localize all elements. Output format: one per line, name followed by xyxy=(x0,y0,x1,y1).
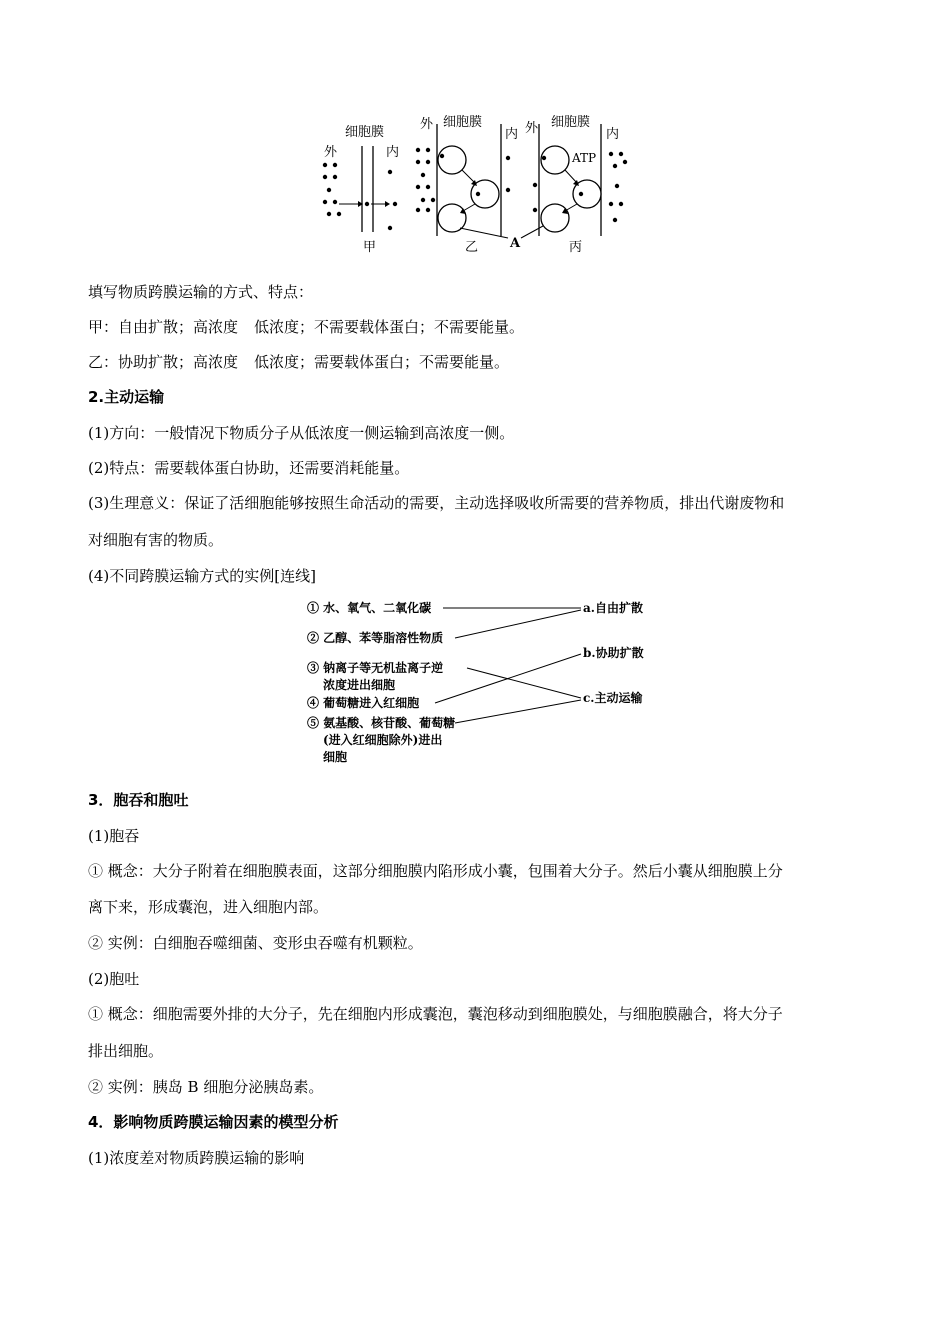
yi-line xyxy=(88,352,509,372)
feature-text: (2)特点：需要载体蛋白协助，还需要消耗能量。 xyxy=(88,459,410,477)
section-heading-2: 2.主动运输 xyxy=(88,388,165,406)
label-panel-a: 甲 xyxy=(363,240,377,255)
jia-part1: 甲：自由扩散；高浓度 xyxy=(88,318,239,336)
direction-text: (1)方向：一般情况下物质分子从低浓度一侧运输到高浓度一侧。 xyxy=(88,424,515,442)
match-item-1: ① 水、氧气、二氧化碳 xyxy=(307,601,432,615)
carrier-protein xyxy=(541,146,569,174)
label-inside: 内 xyxy=(386,145,400,160)
molecule-dots xyxy=(323,163,397,230)
match-line xyxy=(455,700,581,723)
intro-text: 填写物质跨膜运输的方式、特点： xyxy=(88,283,314,301)
match-item-4: ④ 葡萄糖进入红细胞 xyxy=(307,696,420,710)
match-line xyxy=(467,668,581,698)
concentration-heading: (1)浓度差对物质跨膜运输的影响 xyxy=(88,1149,305,1167)
carrier-protein xyxy=(541,204,569,232)
match-item-5-cont2: 细胞 xyxy=(323,750,348,764)
match-line xyxy=(455,610,581,638)
label-outside: 外 xyxy=(525,121,539,136)
label-carrier: A xyxy=(510,236,521,251)
exocytosis-title: (2)胞吐 xyxy=(88,970,140,988)
transport-diagram xyxy=(315,110,640,258)
section-heading-4: 4．影响物质跨膜运输因素的模型分析 xyxy=(88,1113,339,1131)
match-line xyxy=(435,654,581,703)
yi-part1: 乙：协助扩散；高浓度 xyxy=(88,353,239,371)
match-item-3: ③ 钠离子等无机盐离子逆 xyxy=(307,661,444,675)
endocytosis-title: (1)胞吞 xyxy=(88,827,140,845)
significance-text-cont: 对细胞有害的物质。 xyxy=(88,531,224,549)
match-option-a: a.自由扩散 xyxy=(583,601,643,615)
carrier-protein xyxy=(438,204,466,232)
label-outside: 外 xyxy=(420,117,434,132)
matching-diagram xyxy=(305,596,655,768)
label-inside: 内 xyxy=(505,127,519,142)
matching-intro: (4)不同跨膜运输方式的实例[连线] xyxy=(88,567,316,585)
jia-part2: 低浓度；不需要载体蛋白；不需要能量。 xyxy=(254,318,525,336)
carrier-protein xyxy=(438,146,466,174)
label-panel-b: 乙 xyxy=(465,240,479,255)
yi-part2: 低浓度；需要载体蛋白；不需要能量。 xyxy=(254,353,510,371)
match-item-5: ⑤ 氨基酸、核苷酸、葡萄糖 xyxy=(307,716,456,730)
endocytosis-concept-cont: 离下来，形成囊泡，进入细胞内部。 xyxy=(88,898,329,916)
match-option-c: c.主动运输 xyxy=(583,691,643,705)
label-outside: 外 xyxy=(324,145,338,160)
significance-text: (3)生理意义：保证了活细胞能够按照生命活动的需要，主动选择吸收所需要的营养物质，排出代谢废物和 xyxy=(88,494,785,512)
label-panel-c: 丙 xyxy=(569,240,583,255)
exocytosis-concept-cont: 排出细胞。 xyxy=(88,1042,164,1060)
exocytosis-example: ② 实例：胰岛 B 细胞分泌胰岛素。 xyxy=(88,1078,324,1096)
match-item-2: ② 乙醇、苯等脂溶性物质 xyxy=(307,631,444,645)
label-inside: 内 xyxy=(606,127,620,142)
exocytosis-concept: ① 概念：细胞需要外排的大分子，先在细胞内形成囊泡，囊泡移动到细胞膜处，与细胞膜融合，将大分子 xyxy=(88,1005,783,1023)
match-option-b: b.协助扩散 xyxy=(583,646,644,660)
label-membrane: 细胞膜 xyxy=(345,125,385,140)
label-atp: ATP xyxy=(572,151,597,165)
section-heading-3: 3．胞吞和胞吐 xyxy=(88,791,189,809)
match-item-3-cont: 浓度进出细胞 xyxy=(323,678,396,692)
label-membrane: 细胞膜 xyxy=(443,115,483,130)
endocytosis-concept: ① 概念：大分子附着在细胞膜表面，这部分细胞膜内陷形成小囊，包围着大分子。然后小囊从细胞膜上分 xyxy=(88,862,783,880)
label-membrane: 细胞膜 xyxy=(551,115,591,130)
endocytosis-example: ② 实例：白细胞吞噬细菌、变形虫吞噬有机颗粒。 xyxy=(88,934,423,952)
jia-line xyxy=(88,317,524,337)
match-item-5-cont: (进入红细胞除外)进出 xyxy=(323,733,443,747)
